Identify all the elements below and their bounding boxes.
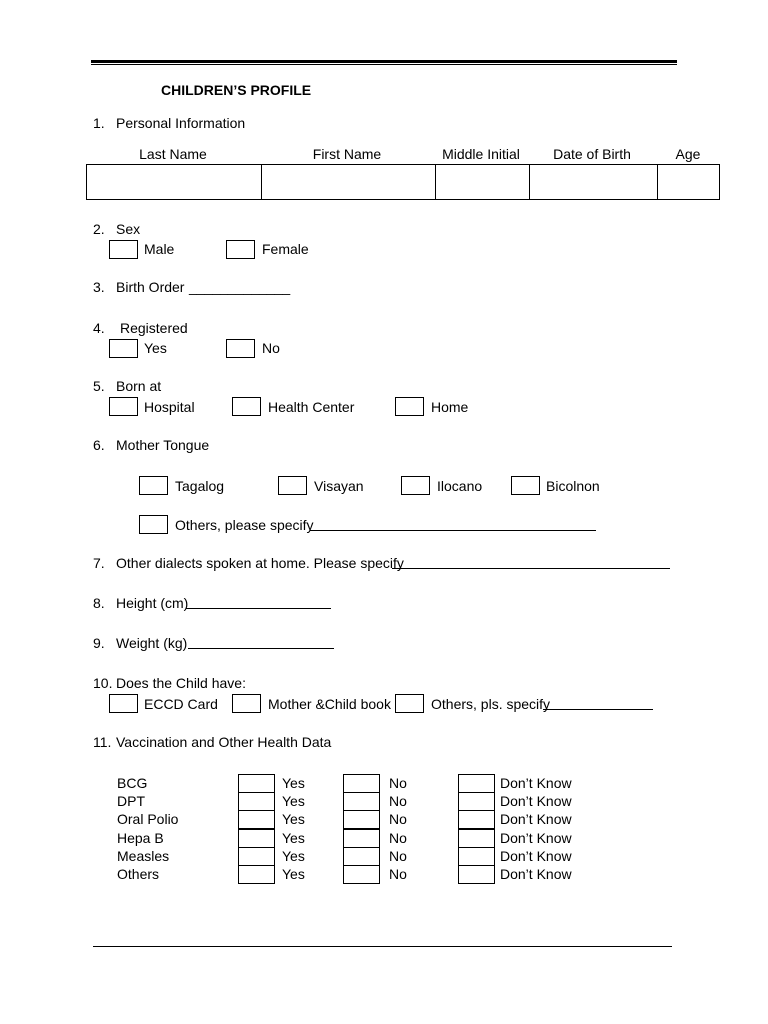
vaccine-name-others: Others [117, 866, 160, 882]
section-9-number: 9. [93, 635, 105, 651]
option-ilocano: Ilocano [437, 478, 483, 494]
checkbox-dpt-no[interactable] [343, 792, 380, 811]
checkbox-registered-yes[interactable] [109, 339, 138, 358]
checkbox-measles-yes[interactable] [238, 847, 275, 866]
checkbox-others-pls-specify[interactable] [395, 694, 424, 713]
checkbox-eccd-card[interactable] [109, 694, 138, 713]
checkbox-oral-polio-yes[interactable] [238, 810, 275, 829]
checkbox-measles-dont-know[interactable] [458, 847, 495, 866]
answer-no: No [389, 811, 407, 828]
vaccine-name-hepa-b: Hepa B [117, 829, 164, 846]
checkbox-female[interactable] [226, 240, 255, 259]
answer-no: No [389, 775, 407, 791]
answer-no: No [389, 847, 407, 864]
weight-line[interactable] [188, 636, 334, 649]
section-1-label: Personal Information [116, 115, 246, 131]
section-5-number: 5. [93, 378, 105, 394]
answer-yes: Yes [282, 866, 305, 882]
section-11-label: Vaccination and Other Health Data [116, 734, 332, 750]
section-9-label: Weight (kg) [116, 635, 188, 651]
section-3-number: 3. [93, 279, 105, 295]
checkbox-visayan[interactable] [278, 476, 307, 495]
checkbox-registered-no[interactable] [226, 339, 255, 358]
vaccine-name-measles: Measles [117, 847, 170, 864]
vaccine-name-dpt: DPT [117, 793, 145, 810]
answer-no: No [389, 793, 407, 810]
first-name-field[interactable] [262, 165, 436, 199]
option-hospital: Hospital [144, 399, 195, 415]
section-2-label: Sex [116, 221, 141, 237]
checkbox-hospital[interactable] [109, 397, 138, 416]
checkbox-home[interactable] [395, 397, 424, 416]
section-7-label: Other dialects spoken at home. Please specify [116, 555, 404, 571]
other-dialects-line[interactable] [392, 556, 670, 569]
checkbox-hepa-b-dont-know[interactable] [458, 829, 495, 848]
checkbox-mother-child-book[interactable] [232, 694, 261, 713]
answer-dont-know: Don’t Know [500, 866, 572, 882]
answer-yes: Yes [282, 811, 305, 828]
answer-dont-know: Don’t Know [500, 775, 572, 791]
checkbox-bcg-dont-know[interactable] [458, 774, 495, 793]
last-name-field[interactable] [87, 165, 262, 199]
checkbox-ilocano[interactable] [401, 476, 430, 495]
option-others-pls-specify: Others, pls. specify [431, 696, 551, 712]
col-middle-initial: Middle Initial [442, 146, 520, 162]
col-last-name: Last Name [139, 146, 207, 162]
checkbox-dpt-yes[interactable] [238, 792, 275, 811]
middle-initial-field[interactable] [436, 165, 530, 199]
option-yes: Yes [144, 340, 167, 356]
section-8-label: Height (cm) [116, 595, 189, 611]
checkbox-bicolnon[interactable] [511, 476, 540, 495]
bottom-rule [93, 946, 672, 947]
checkbox-hepa-b-no[interactable] [343, 829, 380, 848]
col-first-name: First Name [312, 146, 382, 162]
section-11-number: 11. [93, 734, 112, 750]
section-6-number: 6. [93, 437, 105, 453]
answer-dont-know: Don’t Know [500, 811, 572, 828]
checkbox-male[interactable] [109, 240, 138, 259]
option-eccd-card: ECCD Card [144, 696, 218, 712]
option-female: Female [262, 241, 309, 257]
others-pls-specify-line[interactable] [543, 697, 653, 710]
vaccine-name-oral-polio: Oral Polio [117, 811, 179, 828]
checkbox-bcg-yes[interactable] [238, 774, 275, 793]
checkbox-mother-tongue-others[interactable] [139, 515, 168, 534]
option-tagalog: Tagalog [175, 478, 225, 494]
answer-yes: Yes [282, 793, 305, 810]
section-10-number: 10. [93, 675, 113, 691]
option-home: Home [431, 399, 469, 415]
checkbox-others-yes[interactable] [238, 865, 275, 884]
option-visayan: Visayan [314, 478, 364, 494]
answer-yes: Yes [282, 775, 305, 791]
checkbox-health-center[interactable] [232, 397, 261, 416]
option-health-center: Health Center [268, 399, 355, 415]
section-5-label: Born at [116, 378, 162, 394]
checkbox-oral-polio-no[interactable] [343, 810, 380, 829]
age-field[interactable] [658, 165, 719, 199]
checkbox-dpt-dont-know[interactable] [458, 792, 495, 811]
answer-yes: Yes [282, 829, 305, 846]
option-others-specify: Others, please specify [175, 517, 314, 533]
checkbox-measles-no[interactable] [343, 847, 380, 866]
checkbox-tagalog[interactable] [139, 476, 168, 495]
section-2-number: 2. [93, 221, 105, 237]
section-3-label: Birth Order [116, 279, 185, 295]
answer-no: No [389, 829, 407, 846]
section-4-label: Registered [120, 320, 188, 336]
option-male: Male [144, 241, 175, 257]
section-8-number: 8. [93, 595, 105, 611]
col-date-of-birth: Date of Birth [553, 146, 631, 162]
answer-dont-know: Don’t Know [500, 829, 572, 846]
section-1-number: 1. [93, 115, 105, 131]
vaccine-name-bcg: BCG [117, 775, 148, 791]
personal-info-table [86, 164, 720, 200]
checkbox-bcg-no[interactable] [343, 774, 380, 793]
mother-tongue-others-line[interactable] [310, 518, 596, 531]
answer-dont-know: Don’t Know [500, 793, 572, 810]
checkbox-hepa-b-yes[interactable] [238, 829, 275, 848]
section-7-number: 7. [93, 555, 105, 571]
checkbox-others-dont-know[interactable] [458, 865, 495, 884]
answer-dont-know: Don’t Know [500, 847, 572, 864]
section-6-label: Mother Tongue [116, 437, 210, 453]
form-title: CHILDREN’S PROFILE [161, 82, 312, 98]
option-mother-child-book: Mother &Child book [268, 696, 391, 712]
birth-order-blank[interactable]: _____________ [189, 279, 291, 295]
height-line[interactable] [186, 596, 331, 609]
section-10-label: Does the Child have: [116, 675, 246, 691]
section-4-number: 4. [93, 320, 105, 336]
top-rule [91, 60, 677, 65]
date-of-birth-field[interactable] [530, 165, 658, 199]
option-bicolnon: Bicolnon [546, 478, 600, 494]
col-age: Age [675, 146, 701, 162]
answer-yes: Yes [282, 847, 305, 864]
checkbox-oral-polio-dont-know[interactable] [458, 810, 495, 829]
answer-no: No [389, 866, 407, 882]
checkbox-others-no[interactable] [343, 865, 380, 884]
option-no: No [262, 340, 280, 356]
